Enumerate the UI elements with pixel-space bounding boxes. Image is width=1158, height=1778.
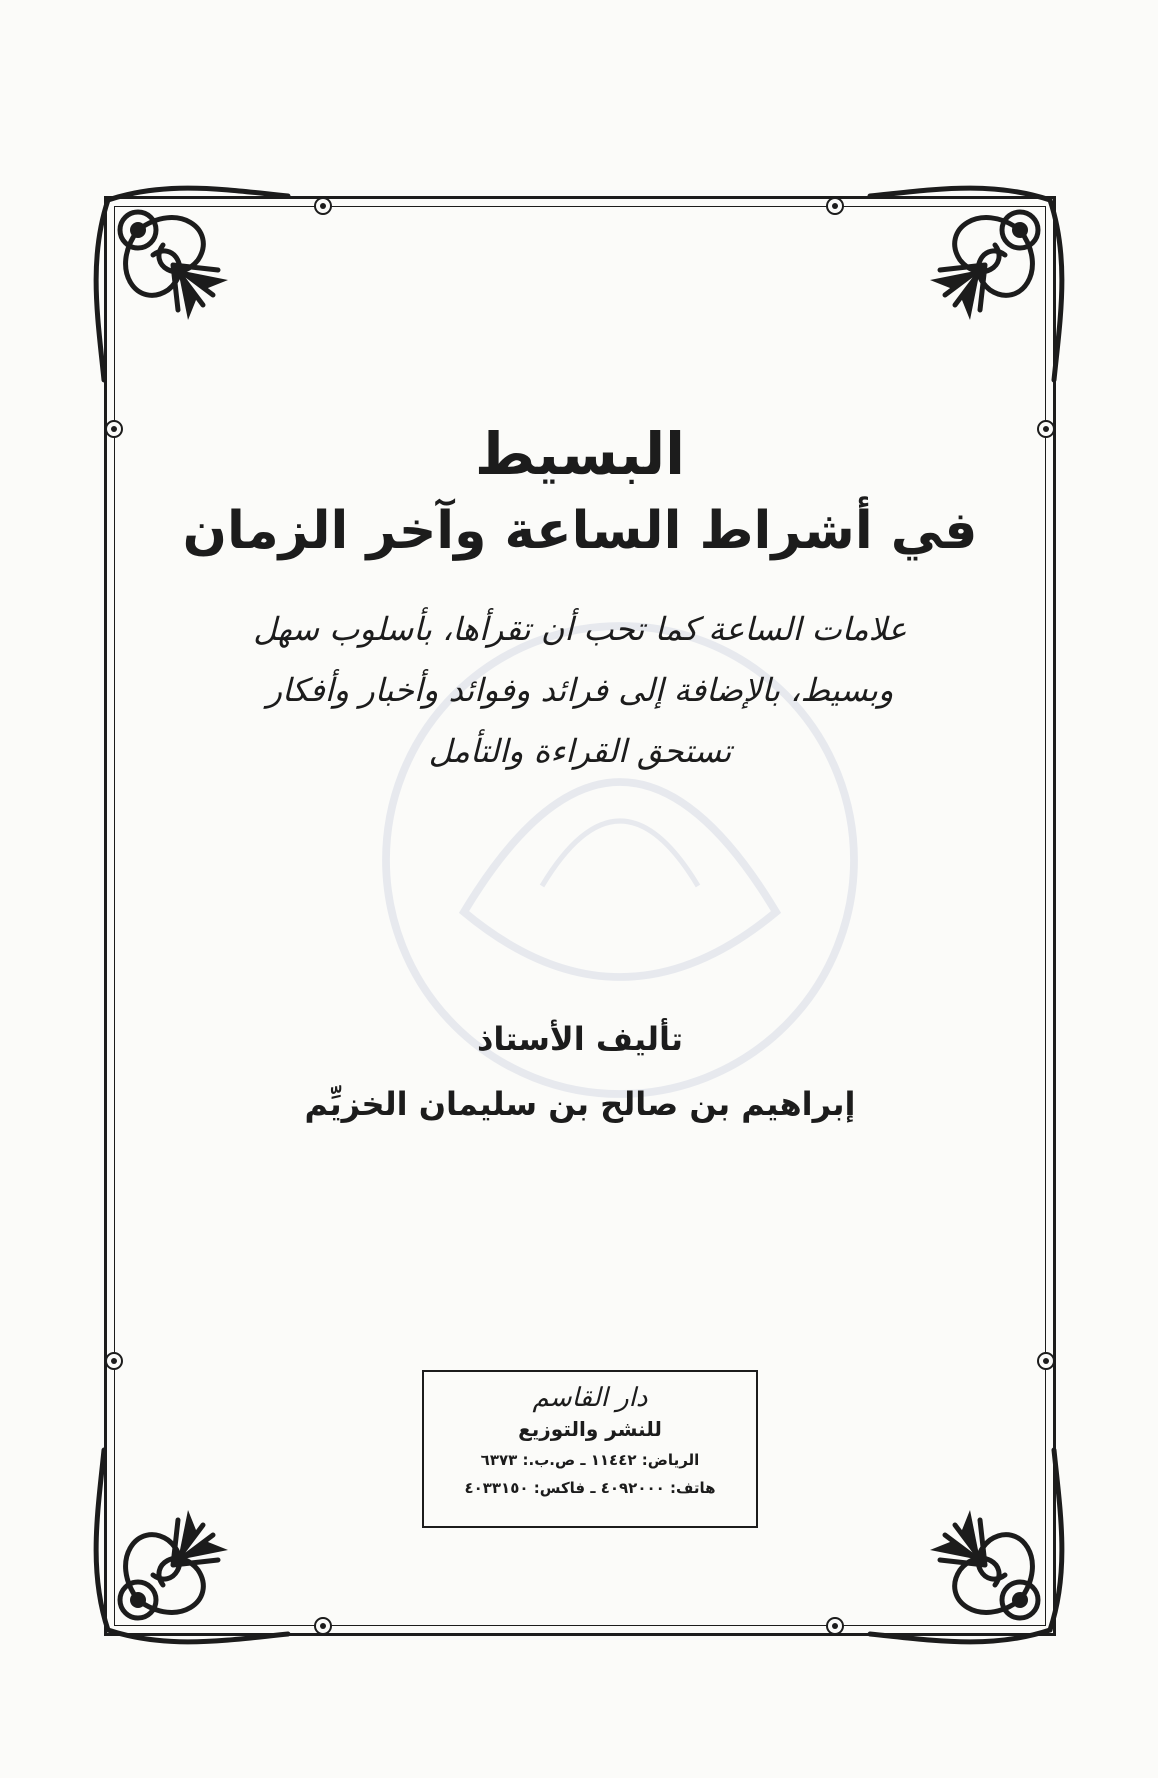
book-subtitle: في أشراط الساعة وآخر الزمان [182,500,978,561]
frame-ring-icon [105,420,123,438]
publisher-contact: هاتف: ٤٠٩٢٠٠٠ ـ فاكس: ٤٠٣٣١٥٠ [464,1478,716,1497]
publisher-box [422,1370,758,1528]
frame-ring-icon [314,1617,332,1635]
frame-ring-icon [1037,420,1055,438]
frame-ring-icon [314,197,332,215]
corner-ornament-bottom-right-icon [860,1440,1080,1660]
frame-ring-icon [105,1352,123,1370]
publisher-address: الرياض: ١١٤٤٢ ـ ص.ب.: ٦٣٧٣ [480,1450,700,1469]
book-description-line: تستحق القراءة والتأمل [428,731,732,770]
corner-ornament-bottom-left-icon [78,1440,298,1660]
frame-ring-icon [826,197,844,215]
author-name: إبراهيم بن صالح بن سليمان الخزيِّم [304,1085,856,1123]
corner-ornament-top-right-icon [860,170,1080,390]
publisher-subtitle: للنشر والتوزيع [518,1416,662,1441]
cover-text-block [150,420,1010,782]
publisher-logo: دار القاسم [532,1383,648,1413]
corner-ornament-top-left-icon [78,170,298,390]
book-title: البسيط [474,420,686,488]
book-description-line: علامات الساعة كما تحب أن تقرأها، بأسلوب سهل [253,610,907,649]
book-description-line: وبسيط، بالإضافة إلى فرائد وفوائد وأخبار وأفكار [266,670,894,709]
frame-ring-icon [1037,1352,1055,1370]
author-label: تأليف الأستاذ [476,1020,684,1058]
frame-ring-icon [826,1617,844,1635]
